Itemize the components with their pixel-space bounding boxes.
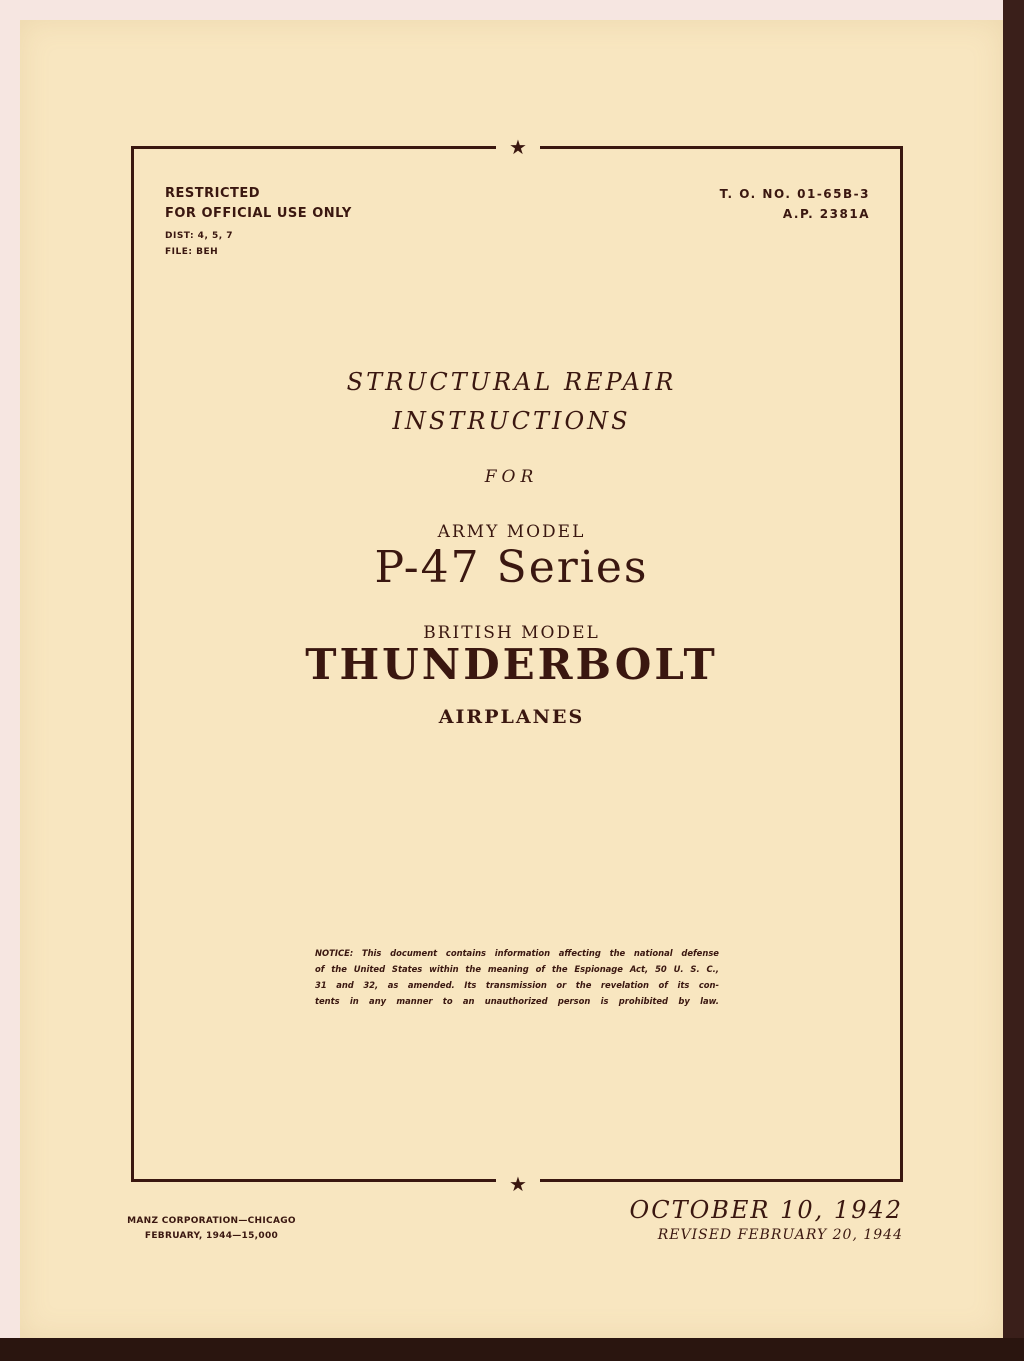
notice-line-2: of the United States within the meaning of the Espionage Act, 50 U. S. C., — [315, 964, 719, 974]
star-icon-top: ★ — [496, 140, 540, 154]
title-for: FOR — [484, 467, 539, 487]
issue-date: OCTOBER 10, 1942 — [629, 1196, 903, 1224]
star-icon-bottom: ★ — [496, 1177, 540, 1191]
classification-block — [165, 184, 352, 224]
ap-number: A.P. 2381A — [782, 207, 870, 221]
dist-label: DIST: 4, 5, 7 — [165, 231, 234, 241]
notice-line-4: tents in any manner to an unauthorized person is prohibited by law. — [315, 996, 719, 1006]
page-shadow-bottom — [0, 1338, 1024, 1361]
print-run: FEBRUARY, 1944—15,000 — [144, 1231, 279, 1241]
page-shadow-right — [1003, 0, 1024, 1361]
notice-line-1: NOTICE: This document contains information affecting the national defense — [315, 948, 719, 958]
british-model-label: BRITISH MODEL — [423, 623, 600, 643]
title-line-1: STRUCTURAL REPAIR — [346, 368, 677, 396]
document-page — [20, 20, 1003, 1338]
notice-line-3: 31 and 32, as amended. Its transmission or the revelation of its con- — [315, 980, 719, 990]
order-number-block — [720, 184, 870, 224]
distribution-block — [165, 228, 233, 260]
airplanes-label: AIRPLANES — [438, 706, 585, 728]
espionage-notice — [315, 945, 719, 1009]
revision-date: REVISED FEBRUARY 20, 1944 — [657, 1227, 903, 1243]
file-label: FILE: BEH — [165, 247, 219, 257]
series-title: P-47 Series — [374, 542, 649, 593]
aircraft-name: THUNDERBOLT — [305, 640, 718, 689]
printer-name: MANZ CORPORATION—CHICAGO — [127, 1216, 296, 1226]
to-number: T. O. NO. 01-65B-3 — [719, 187, 870, 201]
title-line-2: INSTRUCTIONS — [392, 407, 631, 435]
official-use-label: FOR OFFICIAL USE ONLY — [165, 206, 352, 221]
printer-imprint — [124, 1214, 299, 1244]
restricted-label: RESTRICTED — [165, 186, 261, 201]
army-model-label: ARMY MODEL — [437, 522, 586, 542]
